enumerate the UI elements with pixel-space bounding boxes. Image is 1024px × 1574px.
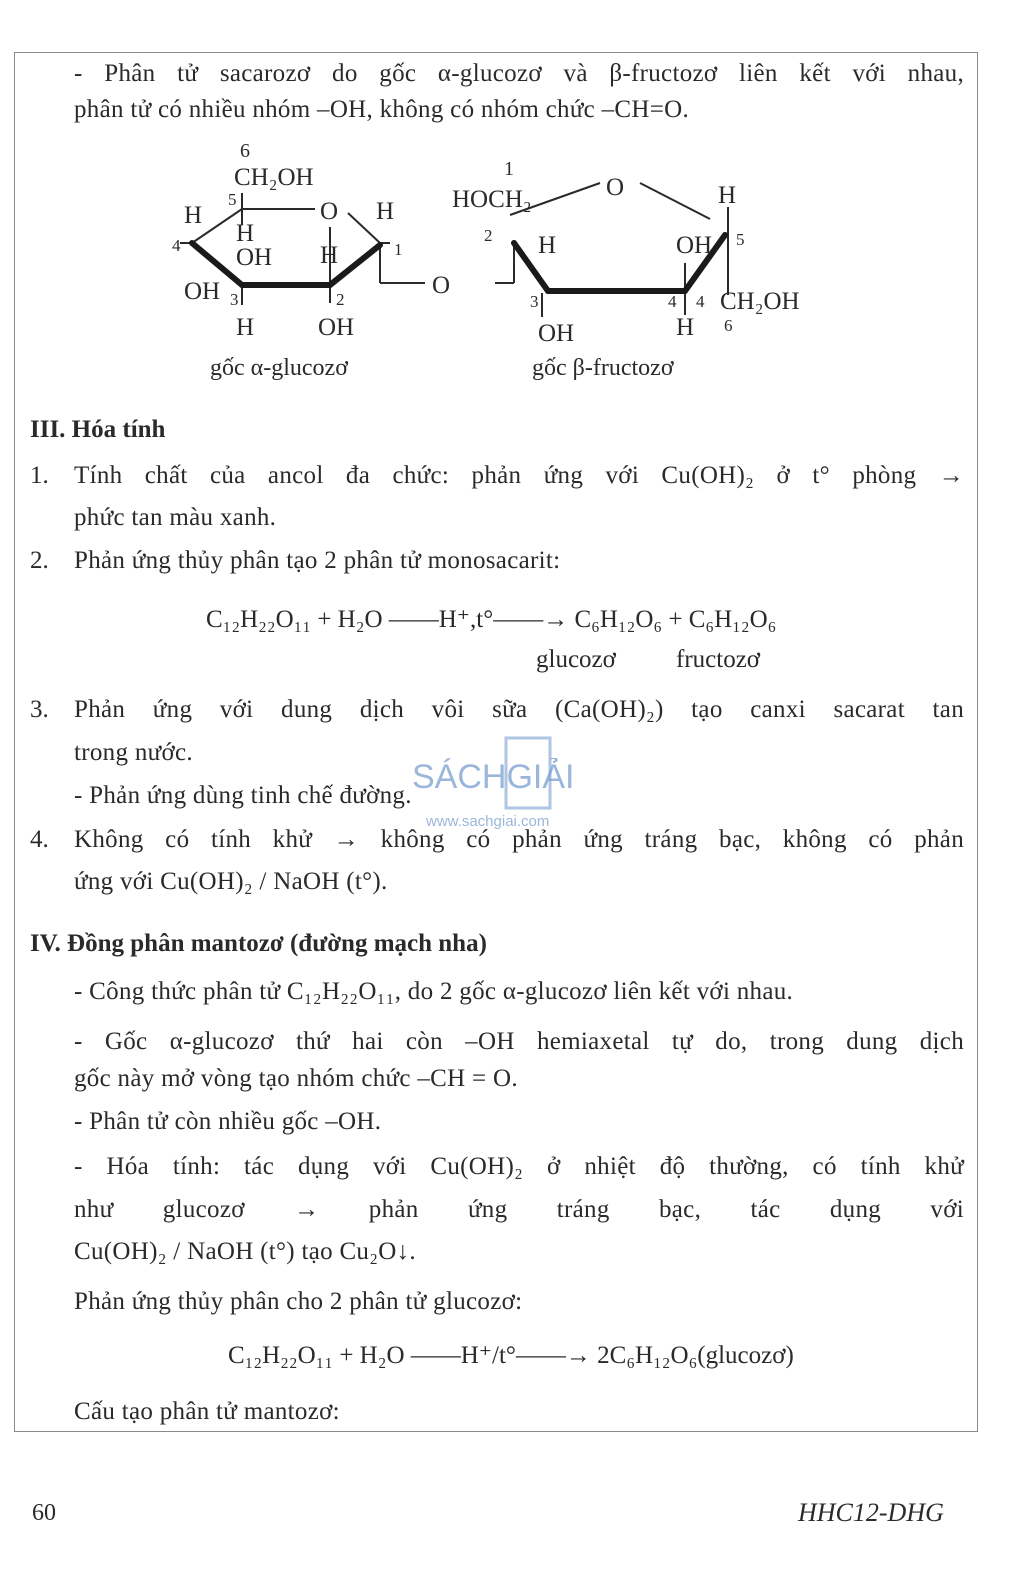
item-3-number: 3. bbox=[30, 696, 49, 723]
glc-c2: 2 bbox=[336, 290, 345, 309]
item-1-number: 1. bbox=[30, 462, 49, 489]
item-3-line-2: trong nước. bbox=[74, 739, 193, 766]
section-3-title: III. Hóa tính bbox=[30, 416, 166, 443]
item-2-number: 2. bbox=[30, 547, 49, 574]
watermark-brand: SÁCHGIẢI bbox=[412, 758, 575, 796]
section-4-p4c: Cu(OH)₂ / NaOH (t°) tạo Cu₂O↓. bbox=[74, 1238, 416, 1265]
item-2-line-1: Phản ứng thủy phân tạo 2 phân tử monosacarit: bbox=[74, 547, 561, 574]
fru-ch2oh: CH₂OH bbox=[720, 288, 800, 315]
equation-label-glucose: glucozơ bbox=[536, 646, 616, 673]
item-3-line-1: Phản ứng với dung dịch vôi sữa (Ca(OH)₂) tạo canxi sacarat tan bbox=[74, 696, 964, 723]
fru-h-in: H bbox=[538, 232, 557, 259]
fru-ring-o: O bbox=[606, 174, 625, 201]
equation-maltose-hydrolysis: C₁₂H₂₂O₁₁ + H₂O ——H⁺/t°——→ 2C₆H₁₂O₆(glucozơ) bbox=[228, 1342, 794, 1369]
section-4-p5: Phản ứng thủy phân cho 2 phân tử glucozơ: bbox=[74, 1288, 523, 1315]
glc-oh-c3: OH bbox=[184, 278, 221, 305]
section-4-p6: Cấu tạo phân tử mantozơ: bbox=[74, 1398, 340, 1425]
sucrose-structure bbox=[170, 135, 830, 385]
glc-ch2oh: CH₂OH bbox=[234, 164, 314, 191]
glc-c4: 4 bbox=[172, 236, 181, 255]
equation-sucrose-hydrolysis: C₁₂H₂₂O₁₁ + H₂O ——H⁺,t°——→ C₆H₁₂O₆ + C₆H₁₂O₆ bbox=[206, 606, 777, 633]
item-4-line-2: ứng với Cu(OH)₂ / NaOH (t°). bbox=[74, 868, 388, 895]
glc-oh-bottom: OH bbox=[318, 314, 355, 341]
glc-h-mid: H bbox=[320, 242, 339, 269]
item-3-line-3: - Phản ứng dùng tinh chế đường. bbox=[74, 782, 412, 809]
fru-c3: 3 bbox=[530, 292, 539, 311]
glc-c1: 1 bbox=[394, 240, 403, 259]
fru-oh-c5: OH bbox=[676, 232, 713, 259]
section-4-p2a: - Gốc α-glucozơ thứ hai còn –OH hemiaxetal tự do, trong dung dịch bbox=[74, 1028, 964, 1055]
section-4-p2b: gốc này mở vòng tạo nhóm chức –CH = O. bbox=[74, 1065, 518, 1092]
fru-c4b: 4 bbox=[696, 292, 705, 311]
glc-c5: 5 bbox=[228, 190, 237, 209]
glc-h-right: H bbox=[376, 198, 395, 225]
intro-line-2: phân tử có nhiều nhóm –OH, không có nhóm chức –CH=O. bbox=[74, 96, 690, 123]
glc-h-left: H bbox=[184, 202, 203, 229]
section-4-p3: - Phân tử còn nhiều gốc –OH. bbox=[74, 1108, 382, 1135]
fru-oh-bottom: OH bbox=[538, 320, 575, 347]
glc-oh-in: OH bbox=[236, 244, 273, 271]
glucose-label: gốc α-glucozơ bbox=[210, 355, 348, 381]
fru-h-top: H bbox=[718, 182, 737, 209]
section-4-p4b: như glucozơ → phản ứng tráng bạc, tác dụng với bbox=[74, 1196, 964, 1223]
section-4-p4a: - Hóa tính: tác dụng với Cu(OH)₂ ở nhiệt độ thường, có tính khử bbox=[74, 1153, 964, 1180]
watermark-logo bbox=[412, 736, 612, 832]
glc-c3: 3 bbox=[230, 290, 239, 309]
item-4-number: 4. bbox=[30, 826, 49, 853]
fru-h-bottom: H bbox=[676, 314, 695, 341]
book-code: HHC12-DHG bbox=[798, 1498, 944, 1527]
fru-c5: 5 bbox=[736, 230, 745, 249]
item-1-line-1: Tính chất của ancol đa chức: phản ứng với Cu(OH)₂ ở t° phòng → bbox=[74, 462, 964, 489]
fru-c2: 2 bbox=[484, 226, 493, 245]
glc-h-in: H bbox=[236, 220, 255, 247]
glc-ring-o: O bbox=[320, 198, 339, 225]
fru-c4a: 4 bbox=[668, 292, 677, 311]
fru-c6: 6 bbox=[724, 316, 733, 335]
glc-h-bottom: H bbox=[236, 314, 255, 341]
fructose-label: gốc β-fructozơ bbox=[532, 355, 674, 381]
intro-line-1: - Phân tử sacarozơ do gốc α-glucozơ và β-fructozơ liên kết với nhau, bbox=[74, 60, 964, 87]
item-1-line-2: phức tan màu xanh. bbox=[74, 504, 277, 531]
section-4-title: IV. Đồng phân mantozơ (đường mạch nha) bbox=[30, 930, 487, 957]
glc-c6: 6 bbox=[240, 140, 250, 162]
watermark-url: www.sachgiai.com bbox=[426, 813, 550, 830]
section-4-p1: - Công thức phân tử C₁₂H₂₂O₁₁, do 2 gốc α-glucozơ liên kết với nhau. bbox=[74, 978, 794, 1005]
bridge-o: O bbox=[432, 272, 451, 299]
fru-c1: 1 bbox=[504, 158, 514, 180]
equation-label-fructose: fructozơ bbox=[676, 646, 761, 673]
item-4-line-1: Không có tính khử → không có phản ứng tráng bạc, không có phản bbox=[74, 826, 964, 853]
page-number: 60 bbox=[32, 1500, 56, 1526]
fru-hoch2: HOCH₂ bbox=[452, 186, 532, 213]
